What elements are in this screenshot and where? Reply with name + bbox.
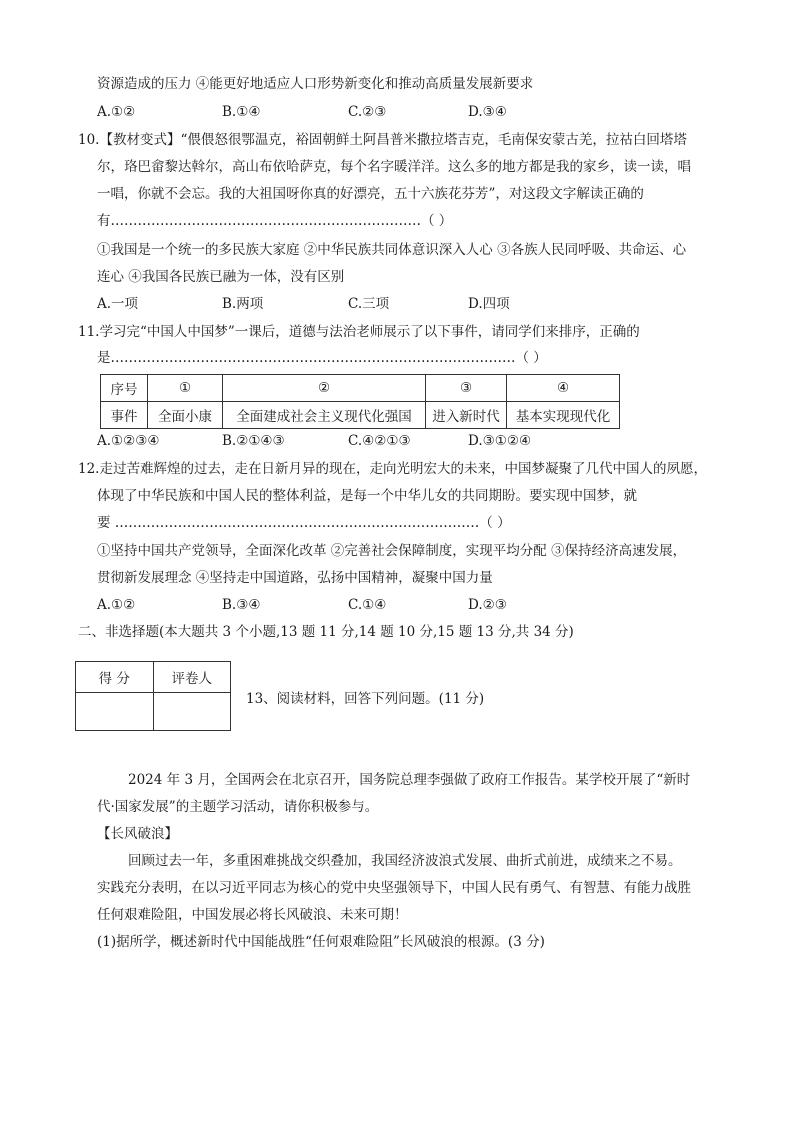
q10-stem-line: 有……………………………………………………………（ ） bbox=[97, 213, 453, 229]
q12-option-c[interactable]: C.①④ bbox=[348, 597, 387, 613]
table-header-cell: ④ bbox=[507, 375, 620, 402]
q12-statement-line: 贯彻新发展理念 ④坚持走中国道路，弘扬中国精神，凝聚中国力量 bbox=[97, 570, 493, 586]
q12-statement-line: ①坚持中国共产党领导，全面深化改革 ②完善社会保障制度，实现平均分配 ③保持经济高速发展， bbox=[97, 543, 687, 559]
q12-option-d[interactable]: D.②③ bbox=[468, 597, 507, 613]
q10-option-a[interactable]: A.一项 bbox=[97, 296, 139, 312]
q11-stem-line: 是………………………………………………………………………………（ ） bbox=[97, 350, 547, 366]
q10-stem-line: 尔，珞巴畲黎达斡尔，高山布依哈萨克，每个名字暖洋洋。这么多的地方都是我的家乡，读一读，唱 bbox=[97, 159, 691, 175]
q12-option-a[interactable]: A.①② bbox=[97, 597, 136, 613]
q13-material-line: 回顾过去一年，多重困难挑战交织叠加，我国经济波浪式发展、曲折式前进，成绩来之不易。 bbox=[128, 853, 682, 869]
q11-stem-line: 11.学习完“中国人中国梦”一课后，道德与法治老师展示了以下事件，请同学们来排序，正确的 bbox=[78, 324, 640, 340]
section-title: 二、非选择题(本大题共 3 个小题,13 题 11 分,14 题 10 分,15 题 13 分,共 34 分) bbox=[78, 624, 574, 640]
q10-statement-line: 连心 ④我国各民族已融为一体，没有区别 bbox=[97, 269, 345, 285]
q13-intro-line: 2024 年 3 月，全国两会在北京召开，国务院总理李强做了政府工作报告。某学校开展了“新时 bbox=[128, 772, 691, 788]
q12-stem-line: 体现了中华民族和中国人民的整体利益，是每一个中华儿女的共同期盼。要实现中国梦，就 bbox=[97, 488, 637, 504]
q10-option-d[interactable]: D.四项 bbox=[468, 296, 510, 312]
q12-stem-line: 12.走过苦难辉煌的过去，走在日新月异的现在，走向光明宏大的未来，中国梦凝聚了几代中国人的夙愿， bbox=[78, 461, 707, 477]
q13-intro-line: 代·国家发展”的主题学习活动，请你积极参与。 bbox=[97, 799, 379, 815]
table-header-cell: ① bbox=[148, 375, 223, 402]
q13-sub-question-1: (1)据所学，概述新时代中国能战胜“任何艰难险阻”长风破浪的根源。(3 分) bbox=[97, 934, 545, 950]
table-header-cell: ② bbox=[223, 375, 426, 402]
q9-option-a[interactable]: A.①② bbox=[97, 104, 136, 120]
q9-option-b[interactable]: B.①④ bbox=[222, 104, 261, 120]
table-cell: 事件 bbox=[101, 402, 148, 429]
table-header-cell: ③ bbox=[426, 375, 507, 402]
q11-option-c[interactable]: C.④②①③ bbox=[348, 433, 411, 449]
q10-option-c[interactable]: C.三项 bbox=[348, 296, 390, 312]
q12-stem-line: 要 ………………………………………………………………………（ ） bbox=[97, 515, 511, 531]
q13-section-label: 【长风破浪】 bbox=[97, 826, 178, 842]
q11-event-table bbox=[100, 374, 620, 429]
q11-option-a[interactable]: A.①②③④ bbox=[97, 433, 160, 449]
grader-input-cell[interactable] bbox=[153, 693, 231, 731]
q9-option-c[interactable]: C.②③ bbox=[348, 104, 387, 120]
grader-label: 评卷人 bbox=[153, 662, 231, 693]
q10-stem-line: 10.【教材变式】“偎偎怒很鄂温克，裕固朝鲜土阿昌普米撒拉塔吉克，毛南保安蒙古羌，拉祜白回塔塔 bbox=[78, 132, 687, 148]
q11-option-d[interactable]: D.③①②④ bbox=[468, 433, 532, 449]
table-row bbox=[76, 662, 231, 693]
table-cell: 全面小康 bbox=[148, 402, 223, 429]
table-cell: 基本实现现代化 bbox=[507, 402, 620, 429]
table-row bbox=[101, 375, 620, 402]
q11-option-b[interactable]: B.②①④③ bbox=[222, 433, 285, 449]
table-header-cell: 序号 bbox=[101, 375, 148, 402]
table-row bbox=[76, 693, 231, 731]
q9-option-d[interactable]: D.③④ bbox=[468, 104, 507, 120]
q10-stem-line: 一唱，你就不会忘。我的大祖国呀你真的好漂亮，五十六族花芬芳”，对这段文字解读正确的 bbox=[97, 186, 644, 202]
score-input-cell[interactable] bbox=[76, 693, 154, 731]
q13-material-line: 实践充分表明，在以习近平同志为核心的党中央坚强领导下，中国人民有勇气、有智慧、有能力战胜 bbox=[97, 880, 691, 896]
q10-option-b[interactable]: B.两项 bbox=[222, 296, 264, 312]
q13-material-line: 任何艰难险阻，中国发展必将长风破浪、未来可期！ bbox=[97, 907, 408, 923]
table-row bbox=[101, 402, 620, 429]
q9-continuation: 资源造成的压力 ④能更好地适应人口形势新变化和推动高质量发展新要求 bbox=[97, 76, 534, 92]
q10-statement-line: ①我国是一个统一的多民族大家庭 ②中华民族共同体意识深入人心 ③各族人民同呼吸、共命运、心 bbox=[97, 242, 687, 258]
q13-title: 13、阅读材料，回答下列问题。(11 分) bbox=[246, 691, 485, 707]
table-cell: 全面建成社会主义现代化强国 bbox=[223, 402, 426, 429]
table-cell: 进入新时代 bbox=[426, 402, 507, 429]
q12-option-b[interactable]: B.③④ bbox=[222, 597, 261, 613]
score-label: 得 分 bbox=[76, 662, 154, 693]
score-box bbox=[75, 661, 231, 731]
